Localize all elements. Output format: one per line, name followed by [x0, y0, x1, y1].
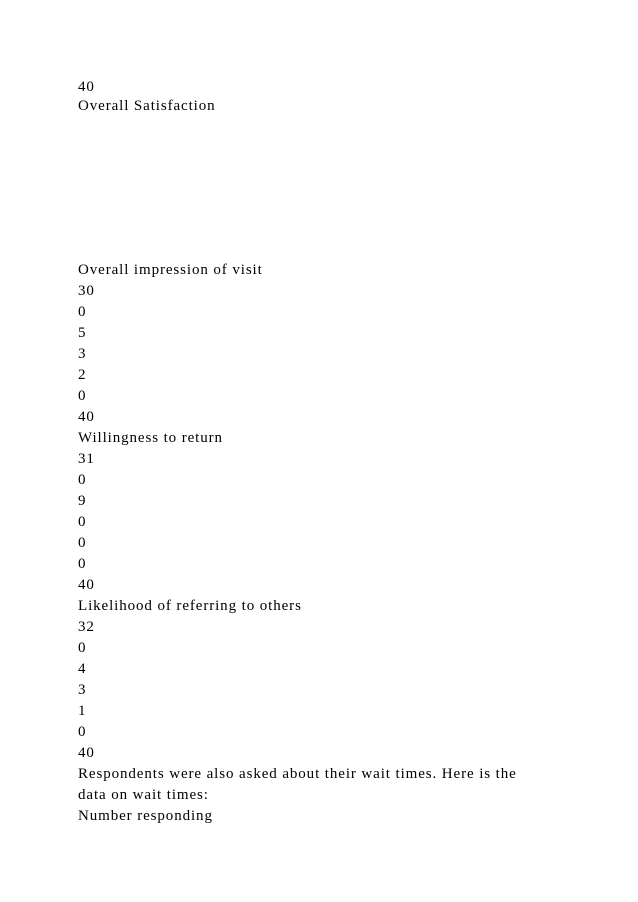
text-line: 3 — [78, 682, 87, 698]
text-line: 40 — [78, 745, 95, 761]
text-line: 4 — [78, 661, 87, 677]
text-line: 0 — [78, 556, 87, 572]
text-line: 0 — [78, 472, 87, 488]
text-line: 40 — [78, 409, 95, 425]
text-line: 5 — [78, 325, 87, 341]
text-line: 0 — [78, 388, 87, 404]
text-line: 0 — [78, 514, 87, 530]
paragraph-line: Number responding — [78, 808, 213, 824]
text-line: 32 — [78, 619, 95, 635]
section-heading: Overall Satisfaction — [78, 98, 216, 114]
text-line: 31 — [78, 451, 95, 467]
text-line: 0 — [78, 640, 87, 656]
text-line: 1 — [78, 703, 87, 719]
text-line: 0 — [78, 724, 87, 740]
text-line: 9 — [78, 493, 87, 509]
row-label: Overall impression of visit — [78, 262, 263, 278]
text-line: 40 — [78, 577, 95, 593]
text-line: 2 — [78, 367, 87, 383]
paragraph-line: Respondents were also asked about their wait times. Here is the — [78, 766, 517, 782]
text-line: 0 — [78, 304, 87, 320]
row-label: Willingness to return — [78, 430, 223, 446]
text-line: 40 — [78, 79, 95, 95]
paragraph-line: data on wait times: — [78, 787, 209, 803]
text-line: 3 — [78, 346, 87, 362]
text-line: 30 — [78, 283, 95, 299]
text-line: 0 — [78, 535, 87, 551]
row-label: Likelihood of referring to others — [78, 598, 302, 614]
